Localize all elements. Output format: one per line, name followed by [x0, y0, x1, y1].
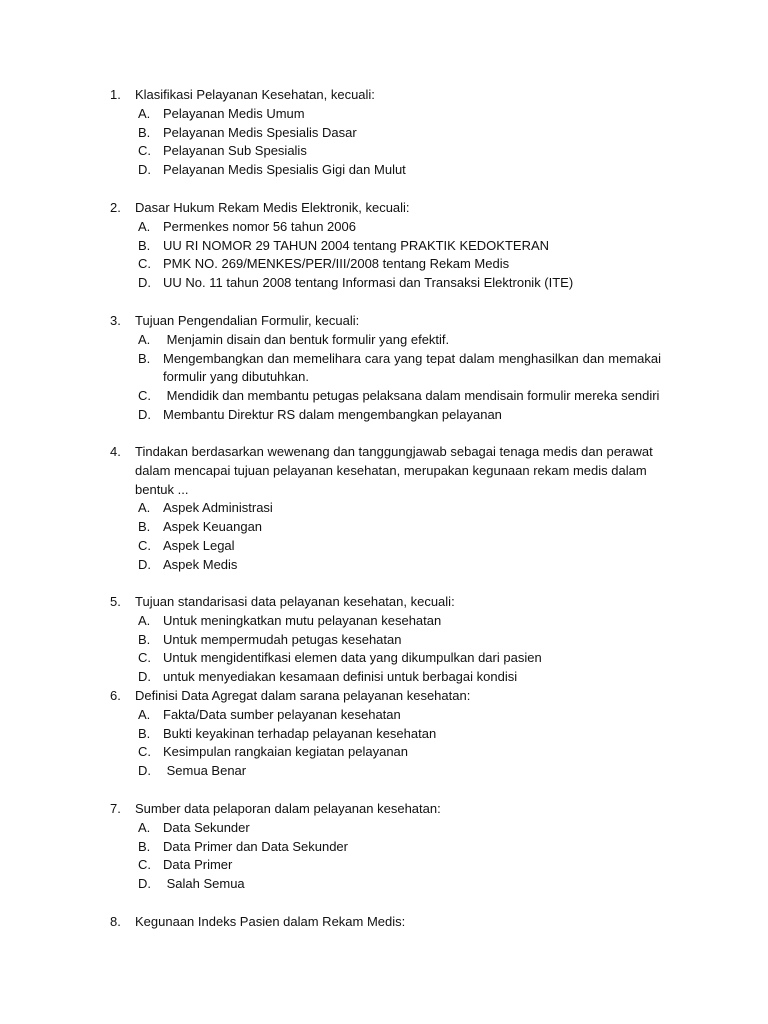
question-line — [0, 687, 768, 706]
question-number: 1. — [110, 87, 121, 102]
option-d — [0, 762, 768, 781]
option-text: Permenkes nomor 56 tahun 2006 — [163, 218, 356, 234]
option-text: PMK NO. 269/MENKES/PER/III/2008 tentang Rekam Medis — [163, 256, 510, 272]
option-text: Aspek Administrasi — [163, 500, 273, 516]
option-letter: D. — [138, 162, 151, 178]
question-5 — [0, 593, 768, 687]
option-d — [0, 161, 768, 180]
option-letter: A. — [138, 706, 151, 722]
option-d — [0, 406, 768, 425]
option-text: Untuk mengidentifkasi elemen data yang dikumpulkan dari pasien — [163, 650, 542, 666]
option-a — [0, 819, 768, 838]
option-d — [0, 875, 768, 894]
question-6 — [0, 687, 768, 781]
option-c — [0, 856, 768, 875]
option-b — [0, 631, 768, 650]
question-text: Kegunaan Indeks Pasien dalam Rekam Medis: — [135, 914, 406, 929]
option-letter: C. — [138, 650, 151, 666]
option-text: Untuk mempermudah petugas kesehatan — [163, 631, 402, 647]
option-letter: A. — [138, 612, 151, 628]
option-a — [0, 331, 768, 350]
option-a — [0, 218, 768, 237]
question-number: 3. — [110, 313, 121, 328]
question-text: Klasifikasi Pelayanan Kesehatan, kecuali: — [135, 87, 375, 102]
question-line — [0, 443, 768, 499]
option-letter: A. — [138, 105, 151, 121]
option-letter: D. — [138, 406, 151, 422]
option-b — [0, 237, 768, 256]
question-line — [0, 913, 768, 932]
question-text: Dasar Hukum Rekam Medis Elektronik, kecuali: — [135, 200, 410, 215]
option-text: Fakta/Data sumber pelayanan kesehatan — [163, 706, 401, 722]
question-line — [0, 86, 768, 105]
option-text: Pelayanan Sub Spesialis — [163, 143, 307, 159]
option-list — [0, 499, 768, 574]
question-number: 2. — [110, 200, 121, 215]
option-list — [0, 331, 768, 425]
option-d — [0, 274, 768, 293]
option-text: Bukti keyakinan terhadap pelayanan kesehatan — [163, 725, 437, 741]
option-d — [0, 556, 768, 575]
option-text: Kesimpulan rangkaian kegiatan pelayanan — [163, 744, 409, 760]
option-c — [0, 142, 768, 161]
question-text: Tujuan standarisasi data pelayanan kesehatan, kecuali: — [135, 594, 455, 609]
option-letter: A. — [138, 500, 151, 516]
question-number: 7. — [110, 801, 121, 816]
option-letter: B. — [138, 237, 151, 253]
option-text: Untuk meningkatkan mutu pelayanan kesehatan — [163, 612, 442, 628]
option-b — [0, 725, 768, 744]
option-text: Mendidik dan membantu petugas pelaksana dalam mendisain formulir mereka sendiri — [163, 388, 660, 404]
option-letter: C. — [138, 143, 151, 159]
option-a — [0, 706, 768, 725]
option-list — [0, 819, 768, 894]
option-text: UU RI NOMOR 29 TAHUN 2004 tentang PRAKTIK KEDOKTERAN — [163, 237, 550, 253]
option-text: Salah Semua — [163, 876, 245, 892]
question-text: Definisi Data Agregat dalam sarana pelayanan kesehatan: — [135, 688, 471, 703]
question-7 — [0, 800, 768, 894]
question-line — [0, 800, 768, 819]
option-letter: B. — [138, 725, 151, 741]
option-text: Pelayanan Medis Spesialis Dasar — [163, 124, 357, 140]
option-text: Semua Benar — [163, 763, 247, 779]
option-letter: C. — [138, 744, 151, 760]
option-letter: D. — [138, 275, 151, 291]
option-list — [0, 105, 768, 180]
option-b — [0, 838, 768, 857]
option-letter: B. — [138, 124, 151, 140]
option-letter: B. — [138, 631, 151, 647]
option-letter: D. — [138, 763, 151, 779]
option-letter: D. — [138, 669, 151, 685]
option-letter: A. — [138, 218, 151, 234]
option-text: Pelayanan Medis Spesialis Gigi dan Mulut — [163, 162, 406, 178]
question-text: Tindakan berdasarkan wewenang dan tanggungjawab sebagai tenaga medis dan perawat dalam mencapai tujuan pelayanan kesehatan, merupakan kegunaan rekam medis dalam bentuk ... — [135, 444, 653, 497]
option-text: Data Sekunder — [163, 819, 250, 835]
option-letter: A. — [138, 819, 151, 835]
option-list — [0, 218, 768, 293]
question-1 — [0, 86, 768, 180]
question-2 — [0, 199, 768, 293]
option-b — [0, 124, 768, 143]
option-letter: C. — [138, 537, 151, 553]
option-text: Menjamin disain dan bentuk formulir yang efektif. — [163, 331, 450, 347]
option-text: Data Primer — [163, 857, 233, 873]
option-c — [0, 255, 768, 274]
option-a — [0, 612, 768, 631]
question-line — [0, 593, 768, 612]
option-text: Mengembangkan dan memelihara cara yang tepat dalam menghasilkan dan memakai formulir yang dibutuhkan. — [163, 350, 661, 385]
question-line — [0, 199, 768, 218]
option-d — [0, 668, 768, 687]
option-letter: D. — [138, 876, 151, 892]
option-c — [0, 537, 768, 556]
option-a — [0, 105, 768, 124]
option-c — [0, 743, 768, 762]
option-text: Aspek Medis — [163, 556, 238, 572]
option-letter: C. — [138, 388, 151, 404]
question-4 — [0, 443, 768, 575]
option-letter: C. — [138, 857, 151, 873]
option-letter: B. — [138, 838, 151, 854]
option-list — [0, 706, 768, 781]
option-letter: A. — [138, 331, 151, 347]
question-number: 6. — [110, 688, 121, 703]
question-text: Tujuan Pengendalian Formulir, kecuali: — [135, 313, 360, 328]
option-text: Pelayanan Medis Umum — [163, 105, 305, 121]
option-letter: B. — [138, 350, 151, 366]
option-letter: C. — [138, 256, 151, 272]
option-text: Membantu Direktur RS dalam mengembangkan pelayanan — [163, 406, 502, 422]
option-text: Aspek Keuangan — [163, 519, 263, 535]
option-letter: B. — [138, 519, 151, 535]
option-a — [0, 499, 768, 518]
question-number: 4. — [110, 444, 121, 459]
option-b — [0, 350, 768, 388]
question-text: Sumber data pelaporan dalam pelayanan kesehatan: — [135, 801, 441, 816]
option-text: Aspek Legal — [163, 537, 235, 553]
question-8 — [0, 913, 768, 932]
option-c — [0, 387, 768, 406]
option-list — [0, 612, 768, 687]
question-line — [0, 312, 768, 331]
question-number: 5. — [110, 594, 121, 609]
question-number: 8. — [110, 914, 121, 929]
option-b — [0, 518, 768, 537]
question-3 — [0, 312, 768, 425]
option-letter: D. — [138, 556, 151, 572]
option-c — [0, 649, 768, 668]
option-text: UU No. 11 tahun 2008 tentang Informasi dan Transaksi Elektronik (ITE) — [163, 275, 574, 291]
option-text: Data Primer dan Data Sekunder — [163, 838, 348, 854]
option-text: untuk menyediakan kesamaan definisi untuk berbagai kondisi — [163, 669, 518, 685]
